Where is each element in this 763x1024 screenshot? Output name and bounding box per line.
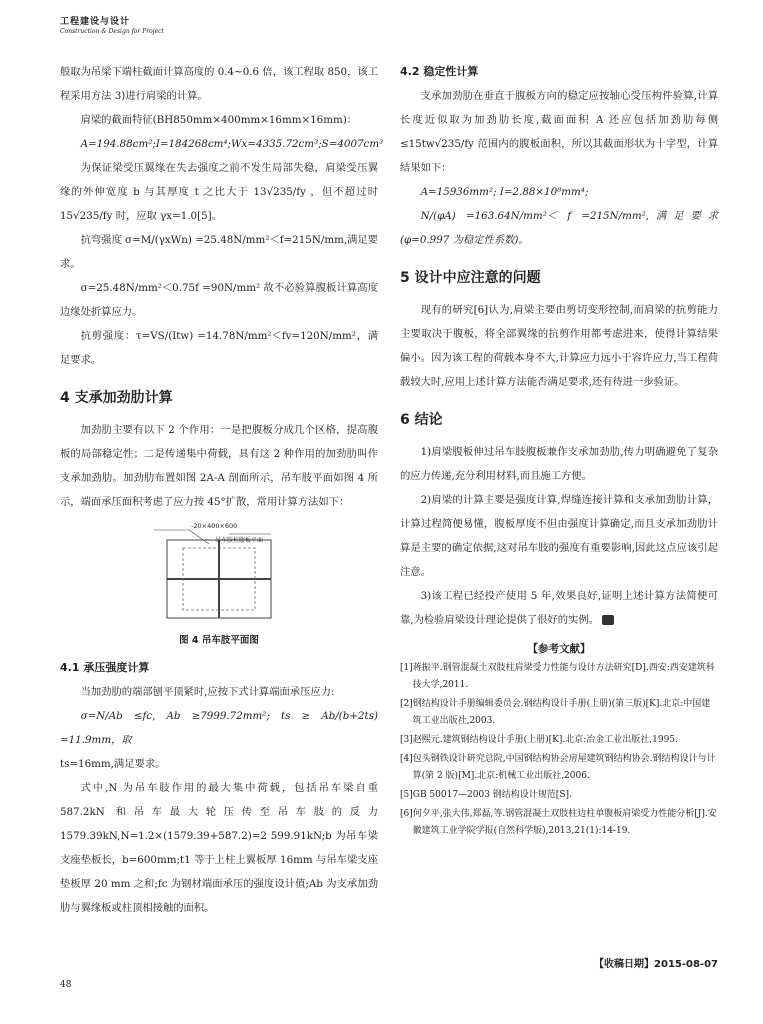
reference-item: [5]GB 50017—2003 钢结构设计规范[S]. xyxy=(400,790,572,800)
journal-header xyxy=(60,14,164,35)
references-title: 【参考文献】 xyxy=(527,643,591,655)
fig-label-beam: 吊车肢柱腹板平面 xyxy=(215,537,264,544)
paragraph: 般取为吊梁下端柱截面计算高度的 0.4~0.6 倍，该工程取 850，该工程采用方法 3)进行肩梁的计算。 xyxy=(60,66,378,102)
section-properties: 肩梁的截面特征(BH850mm×400mm×16mm×16mm)： xyxy=(80,114,358,126)
left-column xyxy=(60,60,384,920)
paragraph: 当加劲肋的端部刨平顶紧时,应按下式计算端面承压应力: xyxy=(80,686,335,698)
formula-bending: 抗弯强度 σ=M/(γxWn) =25.48N/mm²＜f=215N/mm,满足要求。 xyxy=(60,234,379,270)
reference-item: [1]蒋振平.钢管混凝土双肢柱肩梁受力性能与设计方法研究[D].西安:西安建筑科技大学,2011. xyxy=(400,663,715,690)
page-number: 48 xyxy=(60,980,72,990)
formula-stress: σ=25.48N/mm²＜0.75f =90N/mm² 故不必验算腹板计算高度边缘处折算应力。 xyxy=(60,282,378,318)
reference-item: [2]钢结构设计手册编辑委员会.钢结构设计手册(上册)(第三版)[K].北京:中国建筑工业出版社,2003. xyxy=(400,699,711,726)
conclusion-2: 2)肩梁的计算主要是强度计算,焊缝连接计算和支承加劲肋计算，计算过程简便易懂，腹板厚度不但由强度计算确定,而且支承加劲肋计算是主要的确定依据,这对吊车肢的强度有重要影响,因此这点应该引起注意。 xyxy=(400,494,718,578)
section-heading-4-2: 4.2 稳定性计算 xyxy=(400,65,479,78)
paragraph: 支承加劲肋在垂直于腹板方向的稳定应按轴心受压构件验算,计算长度近似取为加劲肋长度,截面面积 A 还应包括加劲肋每侧≤15tw√235/fy 范围内的腹板面积，所以其截面形状为十字型，计算结果如下： xyxy=(400,90,718,174)
paragraph: 式中,N 为吊车肢作用的最大集中荷载，包括吊车梁自重 587.2kN 和吊车最大轮压传至吊车肢的反力 1579.39kN,N=1.2×(1579.39+587.2)=2 599.91kN;b 为吊车梁支座垫板长，b=600mm;t1 等于上柱上翼板厚 16mm 与吊车梁支座垫板厚 20 mm 之和;fc 为钢材端面承压的强度设计值;Ab 为支承加劲肋与翼缘板或柱顶相接触的面积。 xyxy=(60,782,378,914)
paragraph: 为保证梁受压翼缘在失去强度之前不发生局部失稳，肩梁受压翼缘的外伸宽度 b 与其厚度 t 之比大于 13√235/fy ，但不超过时 15√235/fy 时，应取 γx=1.0[5]。 xyxy=(60,162,378,222)
formula-section: A=194.88cm²;I=184268cm⁴;Wx=4335.72cm³;S=4007cm³ xyxy=(80,138,384,150)
section-heading-4-1: 4.1 承压强度计算 xyxy=(60,661,150,674)
figure-4 xyxy=(60,520,378,630)
formula-bearing: σ=N/Ab ≤fc, Ab ≥7999.72mm²; ts ≥ Ab/(b+2ts) =11.9mm，取 xyxy=(60,710,378,746)
paragraph: 现有的研究[6]认为,肩梁主要由剪切变形控制,而肩梁的抗剪能力主要取决于腹板，将全部翼缘的抗剪作用都考虑进来，使得计算结果偏小。因为该工程的荷载本身不大,计算应力远小于容许应力,当工程荷载较大时,应用上述计算方法能否满足要求,还有待进一步验证。 xyxy=(400,304,718,388)
crane-limb-plan-drawing xyxy=(149,520,289,630)
section-heading-6: 6 结论 xyxy=(400,412,443,428)
paragraph: ts=16mm,满足要求。 xyxy=(60,758,166,770)
paragraph: 加劲肋主要有以下 2 个作用：一是把腹板分成几个区格，提高腹板的局部稳定性；二是传递集中荷载，具有这 2 种作用的加劲肋叫作支承加劲肋。加劲肋布置如图 2A-A 剖面所示，吊车肢平面如图 4 所示，端面承压面积考虑了应力按 45°扩散，常用计算方法如下： xyxy=(60,424,378,508)
formula-stability: N/(φA) =163.64N/mm²＜ f =215N/mm²,满足要求(φ=0.997 为稳定性系数)。 xyxy=(400,210,718,246)
journal-title-en: Construction & Design for Project xyxy=(60,28,164,35)
fig-label-plate: -20×400×600 xyxy=(191,522,238,530)
received-date: 【收稿日期】2015-08-07 xyxy=(594,959,718,970)
reference-item: [6]何夕平,张大伟,郑磊,等.钢管混凝土双肢柱边柱单腹板肩梁受力性能分析[J].安徽建筑工业学院学报(自然科学版),2013,21(1):14-19. xyxy=(400,809,717,836)
journal-title-cn: 工程建设与设计 xyxy=(60,17,131,27)
section-heading-4: 4 支承加劲肋计算 xyxy=(60,390,173,406)
reference-item: [3]赵熙元.建筑钢结构设计手册(上册)[K].北京:冶金工业出版社,1995. xyxy=(400,735,678,745)
figure-caption: 图 4 吊车肢平面图 xyxy=(179,635,259,646)
right-column xyxy=(400,60,718,842)
formula-area: A=15936mm²; I=2.88×10⁸mm⁴; xyxy=(420,186,589,198)
conclusion-1: 1)肩梁腹板伸过吊车肢腹板兼作支承加劲肋,传力明确避免了复杂的应力传递,充分利用材料,而且施工方便。 xyxy=(400,446,718,482)
section-heading-5: 5 设计中应注意的问题 xyxy=(400,270,541,286)
formula-shear: 抗剪强度：τ=VS/(Itw) =14.78N/mm²＜fv=120N/mm²，满足要求。 xyxy=(60,330,378,366)
conclusion-3: 3)该工程已经投产使用 5 年,效果良好,证明上述计算方法简便可靠,为检验肩梁设计理论提供了很好的实例。 xyxy=(400,590,718,626)
reference-item: [4]包头钢铁设计研究总院,中国钢结构协会房屋建筑钢结构协会.钢结构设计与计算(第 2 版)[M].北京:机械工业出版社,2006. xyxy=(400,754,716,781)
end-mark-icon xyxy=(602,615,614,625)
